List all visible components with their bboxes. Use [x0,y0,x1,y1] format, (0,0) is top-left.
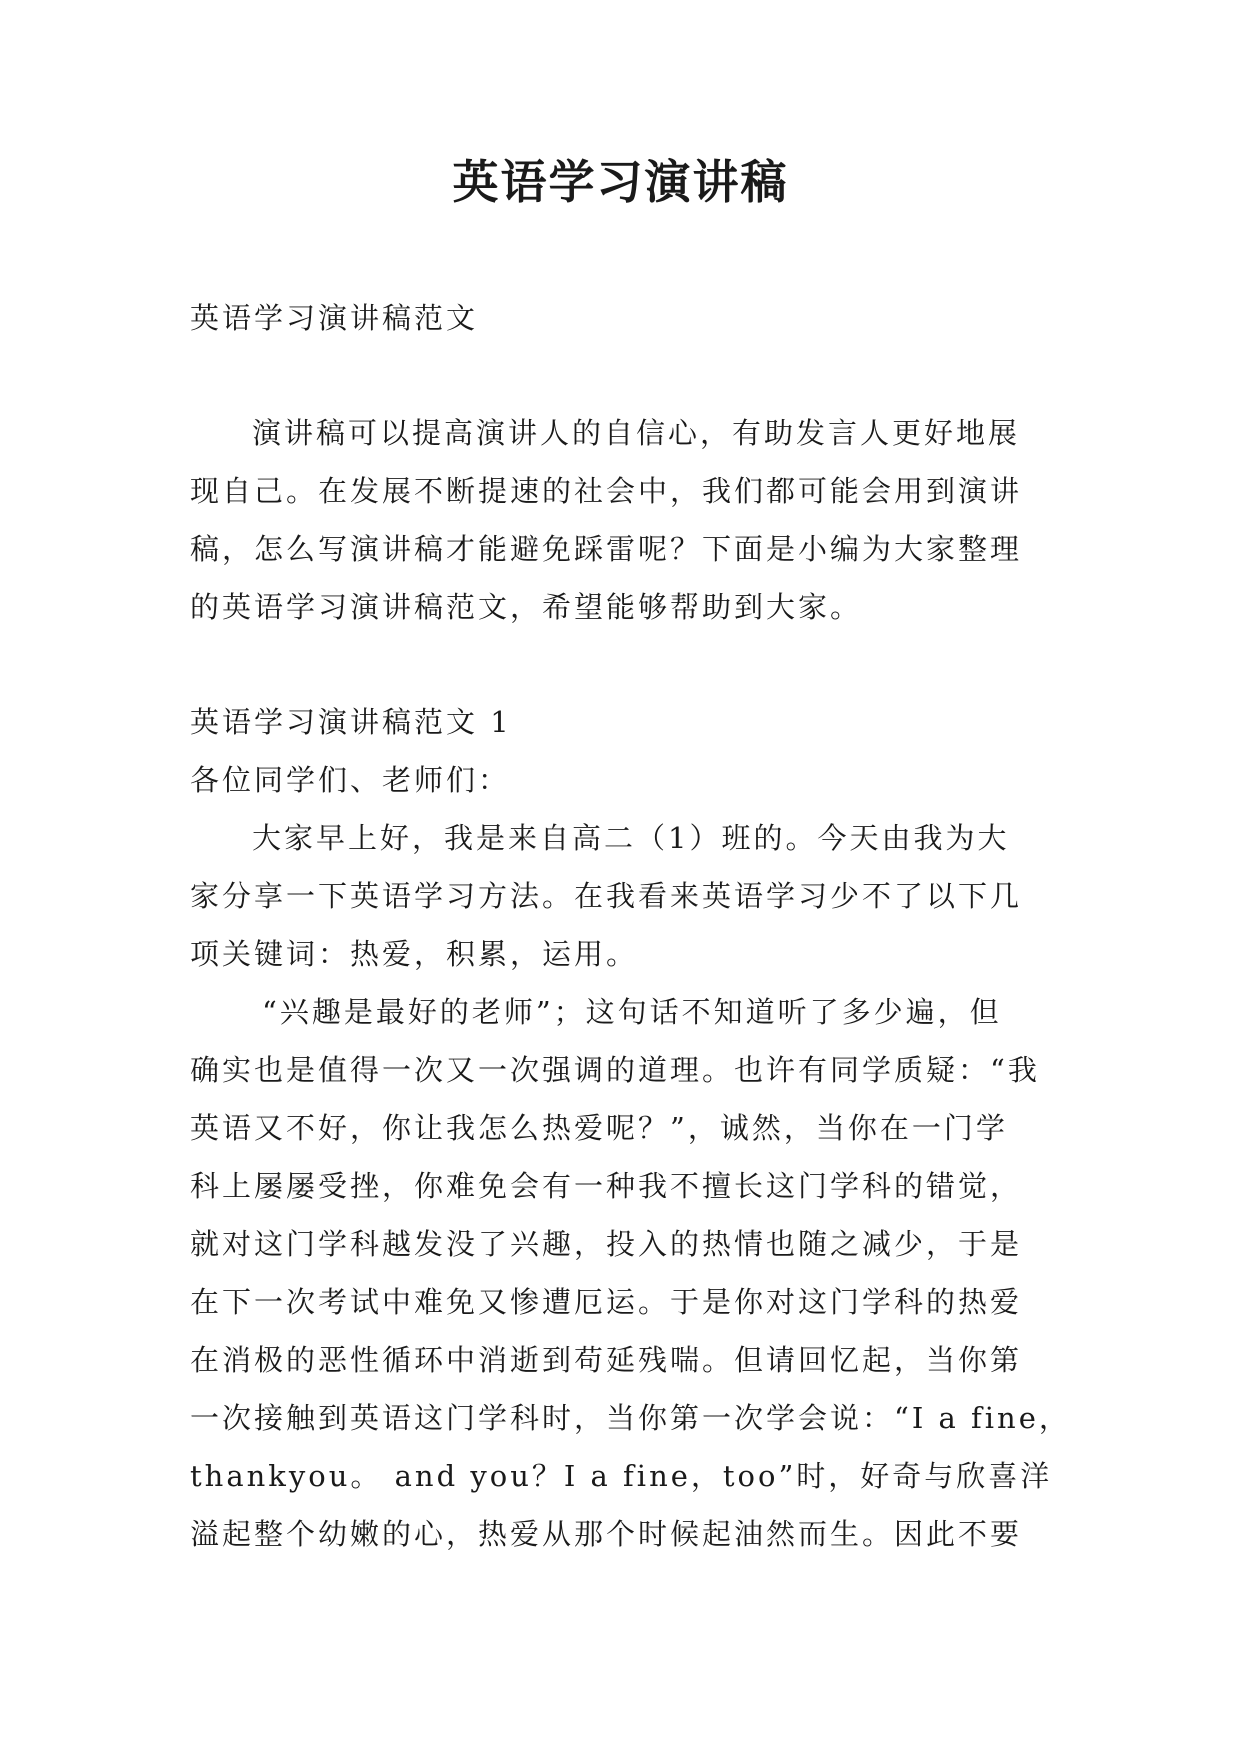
subtitle: 英语学习演讲稿范文 [190,301,479,335]
intro-line-1: 演讲稿可以提高演讲人的自信心，有助发言人更好地展 [252,416,1021,450]
para1-line-3: 项关键词：热爱，积累，运用。 [190,937,639,971]
para2-line-3: 英语又不好，你让我怎么热爱呢？”，诚然，当你在一门学 [190,1111,1008,1145]
para1-line-2: 家分享一下英语学习方法。在我看来英语学习少不了以下几 [190,879,1023,913]
para2-line-6: 在下一次考试中难免又惨遭厄运。于是你对这门学科的热爱 [190,1285,1023,1319]
salutation: 各位同学们、老师们： [190,763,511,797]
para2-line-4: 科上屡屡受挫，你难免会有一种我不擅长这门学科的错觉， [190,1169,1023,1203]
para2-line-7: 在消极的恶性循环中消逝到苟延残喘。但请回忆起，当你第 [190,1343,1023,1377]
para2-line-2: 确实也是值得一次又一次强调的道理。也许有同学质疑：“我 [190,1053,1040,1087]
document-title: 英语学习演讲稿 [452,155,789,209]
intro-line-2: 现自己。在发展不断提速的社会中，我们都可能会用到演讲 [190,474,1023,508]
para2-line-1: “兴趣是最好的老师”；这句话不知道听了多少遍，但 [262,995,1002,1029]
para1-line-1: 大家早上好，我是来自高二（1）班的。今天由我为大 [252,821,1010,855]
para2-line-9: thankyou。 and you？I a fine，too”时，好奇与欣喜洋 [190,1459,1053,1493]
intro-line-3: 稿，怎么写演讲稿才能避免踩雷呢？下面是小编为大家整理 [190,532,1023,566]
para2-line-10: 溢起整个幼嫩的心，热爱从那个时候起油然而生。因此不要 [190,1517,1023,1551]
intro-line-4: 的英语学习演讲稿范文，希望能够帮助到大家。 [190,590,863,624]
section-heading: 英语学习演讲稿范文 1 [190,705,512,739]
para2-line-8: 一次接触到英语这门学科时，当你第一次学会说：“I a fine， [190,1401,1071,1435]
para2-line-5: 就对这门学科越发没了兴趣，投入的热情也随之减少，于是 [190,1227,1023,1261]
